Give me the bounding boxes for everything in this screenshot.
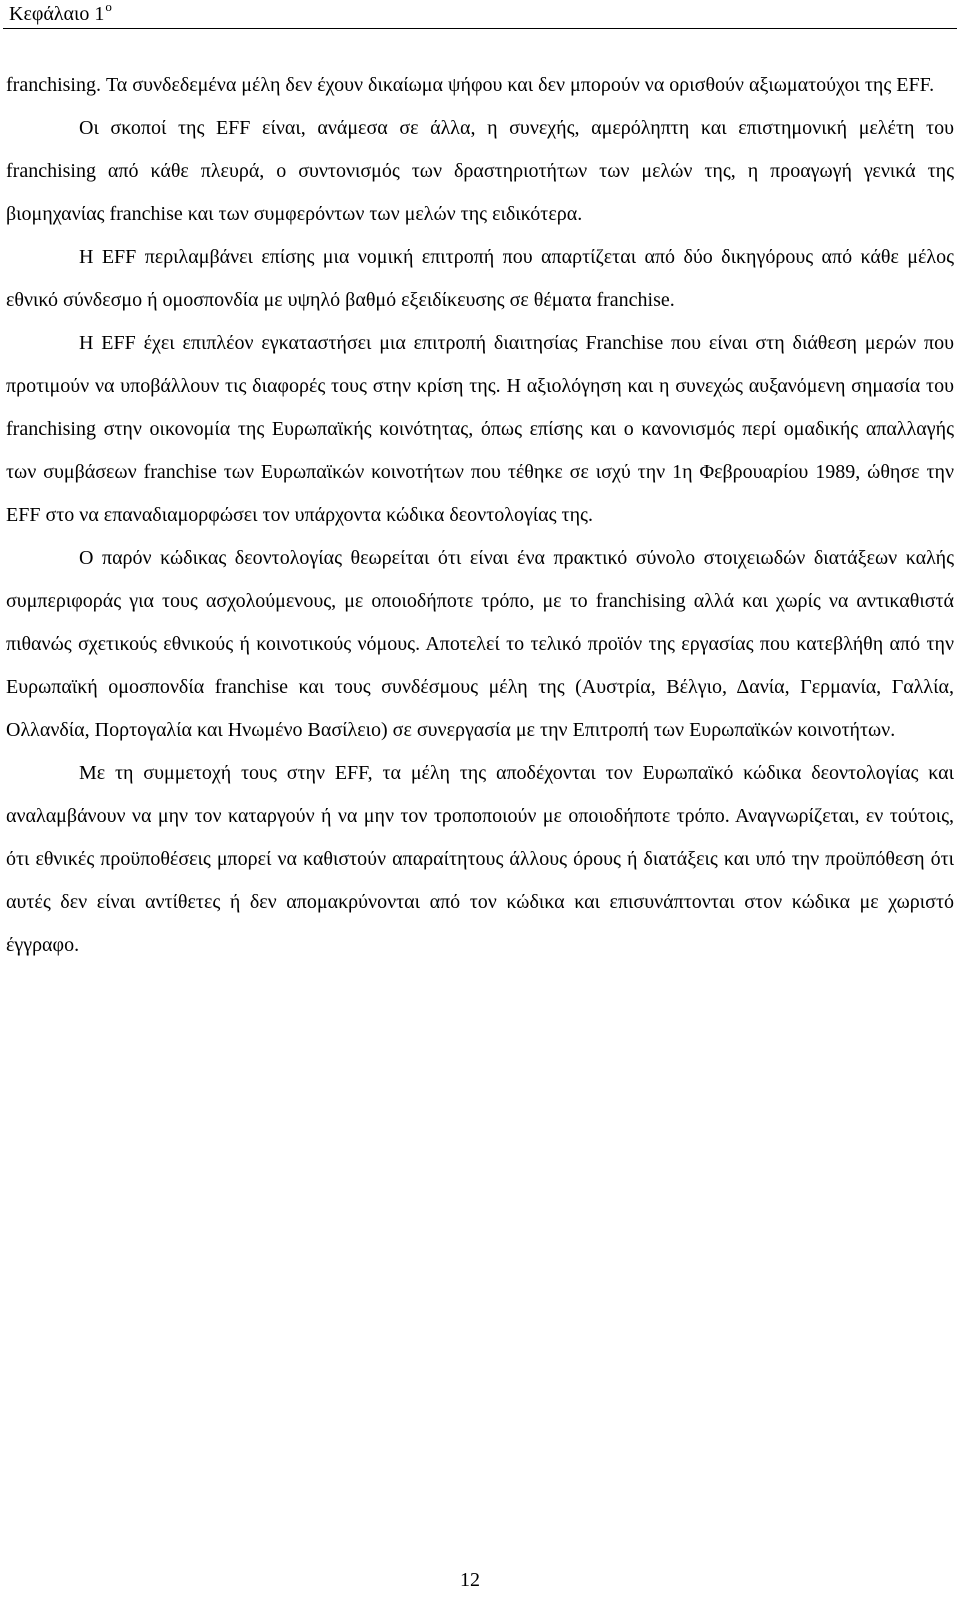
- paragraph-arbitration-committee: Η EFF έχει επιπλέον εγκαταστήσει μια επιτροπή διαιτησίας Franchise που είναι στη διάθεση μερών που προτιμούν να υποβάλλουν τις διαφορές τους στην κρίση της. Η αξιολόγηση και η συνεχώς αυξανόμενη σημασία του franchising στην οικονομία της Ευρωπαϊκής κοινότητας, όπως επίσης και ο κανονισμός περί ομαδικής απαλλαγής των συμβάσεων franchise των Ευρωπαϊκών κοινοτήτων που τέθηκε σε ισχύ την 1η Φεβρουαρίου 1989, ώθησε την EFF στο να επαναδιαμορφώσει τον υπάρχοντα κώδικα δεοντολογίας της.: [6, 332, 954, 526]
- paragraph-member-obligations: Με τη συμμετοχή τους στην EFF, τα μέλη της αποδέχονται τον Ευρωπαϊκό κώδικα δεοντολογίας και αναλαμβάνουν να μην τον καταργούν ή να μην τον τροποποιούν με οποιοδήποτε τρόπο. Αναγνωρίζεται, εν τούτοις, ότι εθνικές προϋποθέσεις μπορεί να καθιστούν απαραίτητους άλλους όρους ή διατάξεις και υπό την προϋπόθεση ότι αυτές δεν είναι αντίθετες ή δεν απομακρύνονται από τον κώδικα και επισυνάπτονται στον κώδικα με χωριστό έγγραφο.: [6, 762, 954, 956]
- chapter-heading: [9, 0, 112, 25]
- running-header: [3, 0, 957, 29]
- paragraph-eff-goals: Οι σκοποί της EFF είναι, ανάμεσα σε άλλα, η συνεχής, αμερόληπτη και επιστημονική μελέτη του franchising από κάθε πλευρά, ο συντονισμός των δραστηριοτήτων των μελών της, η προαγωγή γενικά της βιομηχανίας franchise και των συμφερόντων των μελών της ειδικότερα.: [6, 117, 954, 225]
- chapter-label: Κεφάλαιο 1: [9, 3, 105, 25]
- body-text: [6, 64, 954, 967]
- paragraph-continuation: franchising. Τα συνδεδεμένα μέλη δεν έχουν δικαίωμα ψήφου και δεν μπορούν να ορισθούν αξιωματούχοι της EFF.: [6, 74, 935, 96]
- page-number: 12: [460, 1569, 480, 1591]
- paragraph-code-of-ethics: Ο παρόν κώδικας δεοντολογίας θεωρείται ότι είναι ένα πρακτικό σύνολο στοιχειωδών διατάξεων καλής συμπεριφοράς για τους ασχολούμενους, με οποιοδήποτε τρόπο, με το franchising αλλά και χωρίς να αντικαθιστά πιθανώς σχετικούς εθνικούς ή κοινοτικούς νόμους. Αποτελεί το τελικό προϊόν της εργασίας που κατεβλήθη από την Ευρωπαϊκή ομοσπονδία franchise και τους συνδέσμους μέλη της (Αυστρία, Βέλγιο, Δανία, Γερμανία, Γαλλία, Ολλανδία, Πορτογαλία και Ηνωμένο Βασίλειο) σε συνεργασία με την Επιτροπή των Ευρωπαϊκών κοινοτήτων.: [6, 547, 954, 741]
- chapter-ordinal-superscript: ο: [105, 0, 112, 14]
- paragraph-legal-committee: Η EFF περιλαμβάνει επίσης μια νομική επιτροπή που απαρτίζεται από δύο δικηγόρους από κάθε μέλος εθνικό σύνδεσμο ή ομοσπονδία με υψηλό βαθμό εξειδίκευσης σε θέματα franchise.: [6, 246, 954, 311]
